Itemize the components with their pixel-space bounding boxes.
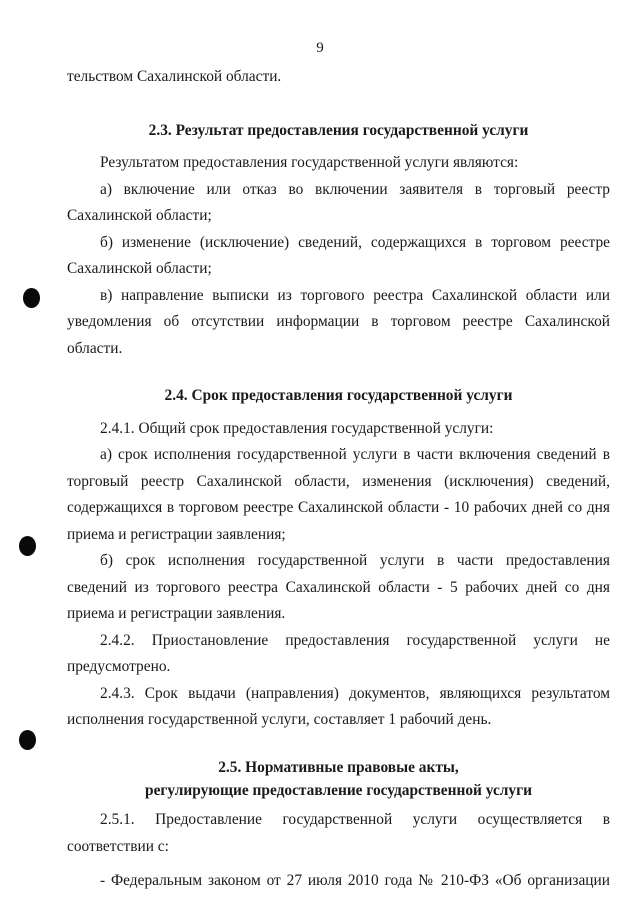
punch-hole-mark (19, 536, 36, 556)
paragraph-2-3-c: в) направление выписки из торгового реестра Сахалинской области или уведомления об отсутствии информации в торговом реестре Сахалинской области. (67, 286, 610, 357)
punch-hole-mark (23, 288, 40, 308)
paragraph-2-5-1-item1: - Федеральным законом от 27 июля 2010 года № 210-ФЗ «Об организации (100, 872, 610, 889)
section-heading-2-3: 2.3. Результат предоставления государственной услуги (148, 121, 529, 139)
section-heading-2-5-line1: 2.5. Нормативные правовые акты, (218, 758, 459, 776)
paragraph-2-4-2: 2.4.2. Приостановление предоставления государственной услуги не предусмотрено. (67, 631, 610, 675)
paragraph-2-4-1: 2.4.1. Общий срок предоставления государственной услуги: (100, 419, 494, 437)
section-heading-2-5-line2: регулирующие предоставление государственной услуги (145, 782, 532, 799)
punch-hole-mark (19, 730, 36, 750)
page-number: 9 (316, 40, 324, 56)
paragraph-2-4-1-b: б) срок исполнения государственной услуги в части предоставления сведений из торгового реестра Сахалинской области - 5 рабочих дней со дня приема и регистрации заявления. (67, 552, 610, 622)
paragraph-2-3-lead: Результатом предоставления государственной услуги являются: (100, 154, 519, 171)
paragraph-2-3-a: а) включение или отказ во включении заявителя в торговый реестр Сахалинской области; (67, 180, 610, 224)
paragraph-2-4-3: 2.4.3. Срок выдачи (направления) документов, являющихся результатом исполнения государственной услуги, составляет 1 рабочий день. (67, 684, 610, 728)
paragraph-2-5-1: 2.5.1. Предоставление государственной услуги осуществляется в соответствии с: (67, 811, 610, 855)
paragraph-2-4-1-a: а) срок исполнения государственной услуги в части включения сведений в торговый реестр Сахалинской области, изменения (исключения) сведений, содержащихся в торговом реестре Сахалинской области - 10 рабочих дней со дня приема и регистрации заявления; (67, 446, 610, 543)
paragraph-continuation: тельством Сахалинской области. (67, 68, 282, 85)
paragraph-2-3-b: б) изменение (исключение) сведений, содержащихся в торговом реестре Сахалинской области; (67, 233, 610, 277)
document-body (67, 64, 610, 895)
section-heading-2-4: 2.4. Срок предоставления государственной услуги (164, 387, 513, 404)
